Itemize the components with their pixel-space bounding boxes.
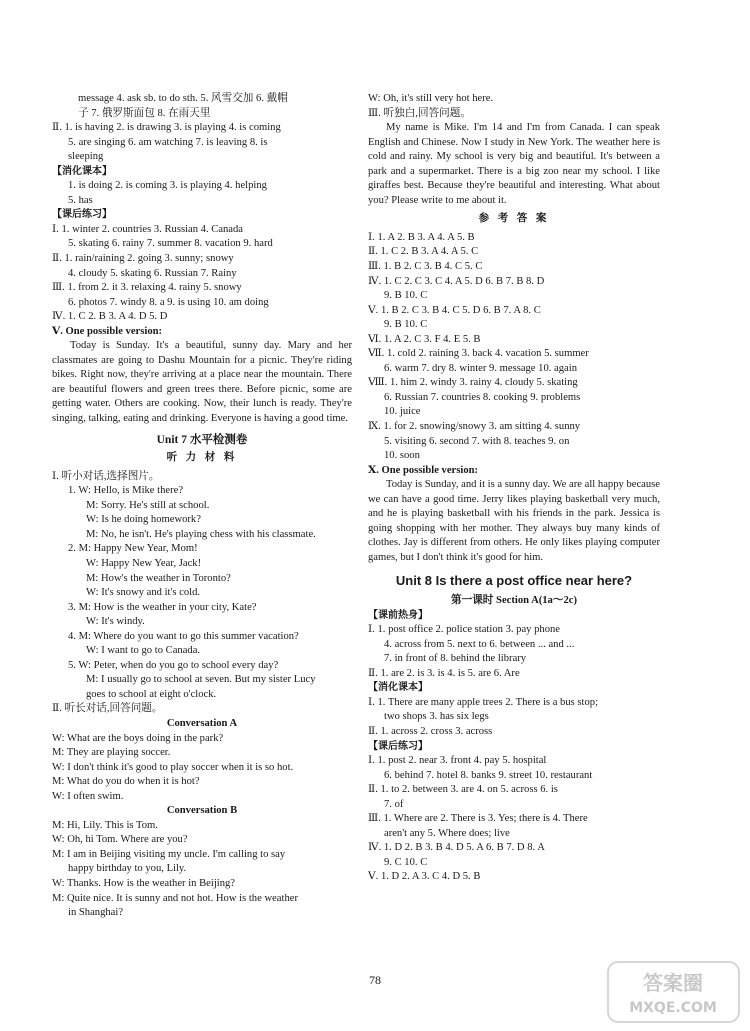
dialogue-line: M: Hi, Lily. This is Tom.: [52, 819, 158, 831]
answer-line: 9. B 10. C: [384, 290, 428, 302]
answer-line: Ⅰ. 1. winter 2. countries 3. Russian 4. Canada: [52, 223, 244, 235]
conversation-b: [52, 819, 352, 921]
dialogue-line: M: I usually go to school at seven. But my sister Lucy: [86, 674, 316, 686]
answer-line: 【消化课本】: [368, 682, 428, 694]
unit8-answers: [368, 609, 660, 885]
answer-line: 5. skating 6. rainy 7. summer 8. vacation 9. hard: [68, 238, 273, 250]
conversation-a-title: Conversation A: [166, 717, 238, 729]
answer-line: 6. photos 7. windy 8. a 9. is using 10. am doing: [68, 296, 269, 308]
dialogue-line: W: It's snowy and it's cold.: [86, 587, 201, 599]
answer-line: 5. has: [68, 194, 93, 206]
dialogue-line: W: Happy New Year, Jack!: [86, 557, 202, 569]
answer-line: Ⅴ. 1. D 2. A 3. C 4. D 5. B: [368, 871, 481, 883]
answer-line: Ⅴ. One possible version:: [52, 325, 163, 337]
dialogue-line: W: What are the boys doing in the park?: [52, 732, 224, 744]
dialogue-line: M: I am in Beijing visiting my uncle. I'm calling to say: [52, 848, 286, 860]
dialogue-line: W: I want to go to Canada.: [86, 645, 201, 657]
answer-line: 6. warm 7. dry 8. winter 9. message 10. again: [384, 362, 577, 374]
answer-line: Ⅲ. 1. from 2. it 3. relaxing 4. rainy 5. snowy: [52, 282, 242, 294]
dialogue-line: W: Thanks. How is the weather in Beijing?: [52, 877, 235, 889]
dialogue-line: happy birthday to you, Lily.: [68, 863, 187, 875]
page-number: 78: [369, 973, 381, 987]
unit8-title: Unit 8 Is there a post office near here?: [395, 572, 633, 588]
dialogue-line: 4. M: Where do you want to go this summer vacation?: [68, 630, 299, 642]
answer-line: Ⅱ. 1. is having 2. is drawing 3. is playing 4. is coming: [52, 122, 281, 134]
answer-line: Ⅲ. 1. Where are 2. There is 3. Yes; there is 4. There: [368, 813, 588, 825]
answer-line: Ⅳ. 1. D 2. B 3. B 4. D 5. A 6. B 7. D 8. A: [368, 842, 545, 854]
left-column: [52, 92, 352, 921]
answer-line: Ⅳ. 1. C 2. B 3. A 4. D 5. D: [52, 311, 168, 323]
dialogue-line: 3. M: How is the weather in your city, Kate?: [68, 601, 257, 613]
answer-line: Ⅰ. 1. A 2. B 3. A 4. A 5. B: [368, 231, 475, 243]
dialogue-line: M: Quite nice. It is sunny and not hot. How is the weather: [52, 892, 298, 904]
answer-line: Ⅴ. 1. B 2. C 3. B 4. C 5. D 6. B 7. A 8. C: [368, 304, 541, 316]
dialogue-line: M: Sorry. He's still at school.: [86, 499, 210, 511]
answer-line: 10. juice: [384, 406, 421, 418]
answer-line: 【消化课本】: [52, 165, 112, 177]
conversation-b-title: Conversation B: [166, 805, 238, 817]
dialogue-line: W: It's windy.: [86, 616, 145, 628]
answer-line: 6. behind 7. hotel 8. banks 9. street 10. restaurant: [384, 769, 593, 781]
answer-line: 【课前热身】: [368, 609, 428, 621]
left-top-answers: [52, 92, 352, 339]
answer-line: Ⅱ. 1. rain/raining 2. going 3. sunny; snowy: [52, 253, 234, 265]
answer-line: Ⅹ. One possible version:: [368, 464, 479, 476]
dialogue-line: Ⅱ. 听长对话,回答问题。: [52, 703, 163, 715]
right-top-lines: [368, 92, 660, 121]
answer-line: Ⅸ. 1. for 2. snowing/snowy 3. am sitting 4. sunny: [368, 421, 581, 433]
dialogue-line: M: What do you do when it is hot?: [52, 776, 200, 788]
answer-line: Ⅰ. 1. post 2. near 3. front 4. pay 5. hospital: [368, 755, 547, 767]
answer-line: 10. soon: [384, 450, 420, 462]
answer-line: 9. B 10. C: [384, 319, 428, 331]
unit7-title: Unit 7 水平检测卷: [156, 433, 248, 446]
monologue: My name is Mike. I'm 14 and I'm from Canada. I can speak English and Chinese. Now I study in New York. The weather here is cold and rainy. My school is very big and beautiful. It's between a park and a supermarket. There is a big zoo near my school. I like giraffes best. Because they're beautiful and interesting. What about you? Please write to me about it.: [368, 122, 660, 206]
answer-line: 9. C 10. C: [384, 856, 428, 868]
answer-line: Ⅱ. 1. are 2. is 3. is 4. is 5. are 6. Are: [368, 667, 520, 679]
dialogue-line: W: I don't think it's good to play soccer when it is so hot.: [52, 761, 294, 773]
answer-line: 子 7. 俄罗斯面包 8. 在雨天里: [78, 107, 211, 119]
conversation-a: [52, 732, 352, 805]
answer-line: Ⅱ. 1. to 2. between 3. are 4. on 5. across 6. is: [368, 784, 558, 796]
listening-title: 听 力 材 料: [166, 452, 238, 464]
answer-line: Ⅶ. 1. cold 2. raining 3. back 4. vacation 5. summer: [368, 348, 589, 360]
watermark-line1: 答案圈: [643, 971, 703, 995]
answer-line: 5. are singing 6. am watching 7. is leaving 8. is: [68, 136, 268, 148]
answer-line: two shops 3. has six legs: [384, 711, 489, 723]
dialogue-line: goes to school at eight o'clock.: [86, 688, 217, 700]
answer-line: 7. in front of 8. behind the library: [384, 653, 527, 665]
dialogue-line: W: Is he doing homework?: [86, 514, 201, 526]
answer-line: sleeping: [68, 151, 104, 163]
answer-line: 4. across from 5. next to 6. between ... and ...: [384, 638, 575, 650]
dialogue-line: 2. M: Happy New Year, Mom!: [68, 543, 198, 555]
answer-line: 5. visiting 6. second 7. with 8. teaches 9. on: [384, 435, 570, 447]
answer-line: Ⅰ. 1. post office 2. police station 3. pay phone: [368, 624, 560, 636]
dialogue-line: Ⅲ. 听独白,回答问题。: [368, 107, 471, 119]
answer-line: Ⅱ. 1. across 2. cross 3. across: [368, 725, 493, 737]
answers-title: 参 考 答 案: [478, 213, 550, 225]
dialogue-line: 5. W: Peter, when do you go to school every day?: [68, 659, 279, 671]
dialogue-line: M: How's the weather in Toronto?: [86, 572, 231, 584]
composition-left: Today is Sunday. It's a beautiful, sunny day. Mary and her classmates are going to Dashu Mountain for a picnic. They're riding bikes. Right now, they're arriving at a place near the mountain. There are beautiful flowers and green trees there. Before picnic, some are getting water. Others are cooking. Now, their lunch is ready. They're singing, talking, eating and drinking. Everyone is having a good time.: [52, 340, 352, 425]
dialogue-line: 1. W: Hello, is Mike there?: [68, 485, 184, 497]
dialogue-line: W: I often swim.: [52, 790, 124, 802]
answer-line: Ⅱ. 1. C 2. B 3. A 4. A 5. C: [368, 246, 479, 258]
answer-line: 1. is doing 2. is coming 3. is playing 4. helping: [68, 180, 267, 192]
listening-section: [52, 470, 352, 717]
watermark-logo: [606, 960, 741, 1024]
dialogue-line: Ⅰ. 听小对话,选择图片。: [52, 470, 160, 482]
right-column: [368, 92, 660, 885]
answer-line: Ⅲ. 1. B 2. C 3. B 4. C 5. C: [368, 261, 483, 273]
dialogue-line: W: Oh, hi Tom. Where are you?: [52, 834, 188, 846]
watermark-line2: MXQE.COM: [629, 1000, 717, 1016]
answer-line: Ⅵ. 1. A 2. C 3. F 4. E 5. B: [368, 333, 481, 345]
answer-line: 6. Russian 7. countries 8. cooking 9. problems: [384, 391, 581, 403]
answer-line: 7. of: [384, 798, 404, 810]
dialogue-line: M: They are playing soccer.: [52, 747, 171, 759]
answer-key: [368, 231, 660, 478]
answer-line: message 4. ask sb. to do sth. 5. 风雪交加 6. 戴帽: [78, 93, 288, 104]
dialogue-line: in Shanghai?: [68, 907, 124, 919]
answer-line: 【课后练习】: [368, 740, 428, 752]
answer-line: 4. cloudy 5. skating 6. Russian 7. Rainy: [68, 267, 237, 279]
section-title: 第一课时 Section A(1a～2c): [451, 595, 577, 607]
answer-line: aren't any 5. Where does; live: [384, 827, 510, 839]
dialogue-line: W: Oh, it's still very hot here.: [368, 93, 494, 104]
answer-line: Ⅰ. 1. There are many apple trees 2. There is a bus stop;: [368, 696, 599, 708]
dialogue-line: M: No, he isn't. He's playing chess with his classmate.: [86, 528, 316, 540]
answer-line: Ⅳ. 1. C 2. C 3. C 4. A 5. D 6. B 7. B 8. D: [368, 275, 545, 287]
answer-line: Ⅷ. 1. him 2. windy 3. rainy 4. cloudy 5. skating: [368, 377, 578, 389]
composition-right: Today is Sunday, and it is a sunny day. We are all happy because we can have a good time. Jerry likes playing basketball very much, and he is playing basketball with his friends in the park. Jessica is going shopping with her mother. They always buy many kinds of clothes. Jay is different from others. He only likes playing computer games, but I don't think it's good for him.: [368, 479, 660, 563]
answer-line: 【课后练习】: [52, 209, 112, 221]
